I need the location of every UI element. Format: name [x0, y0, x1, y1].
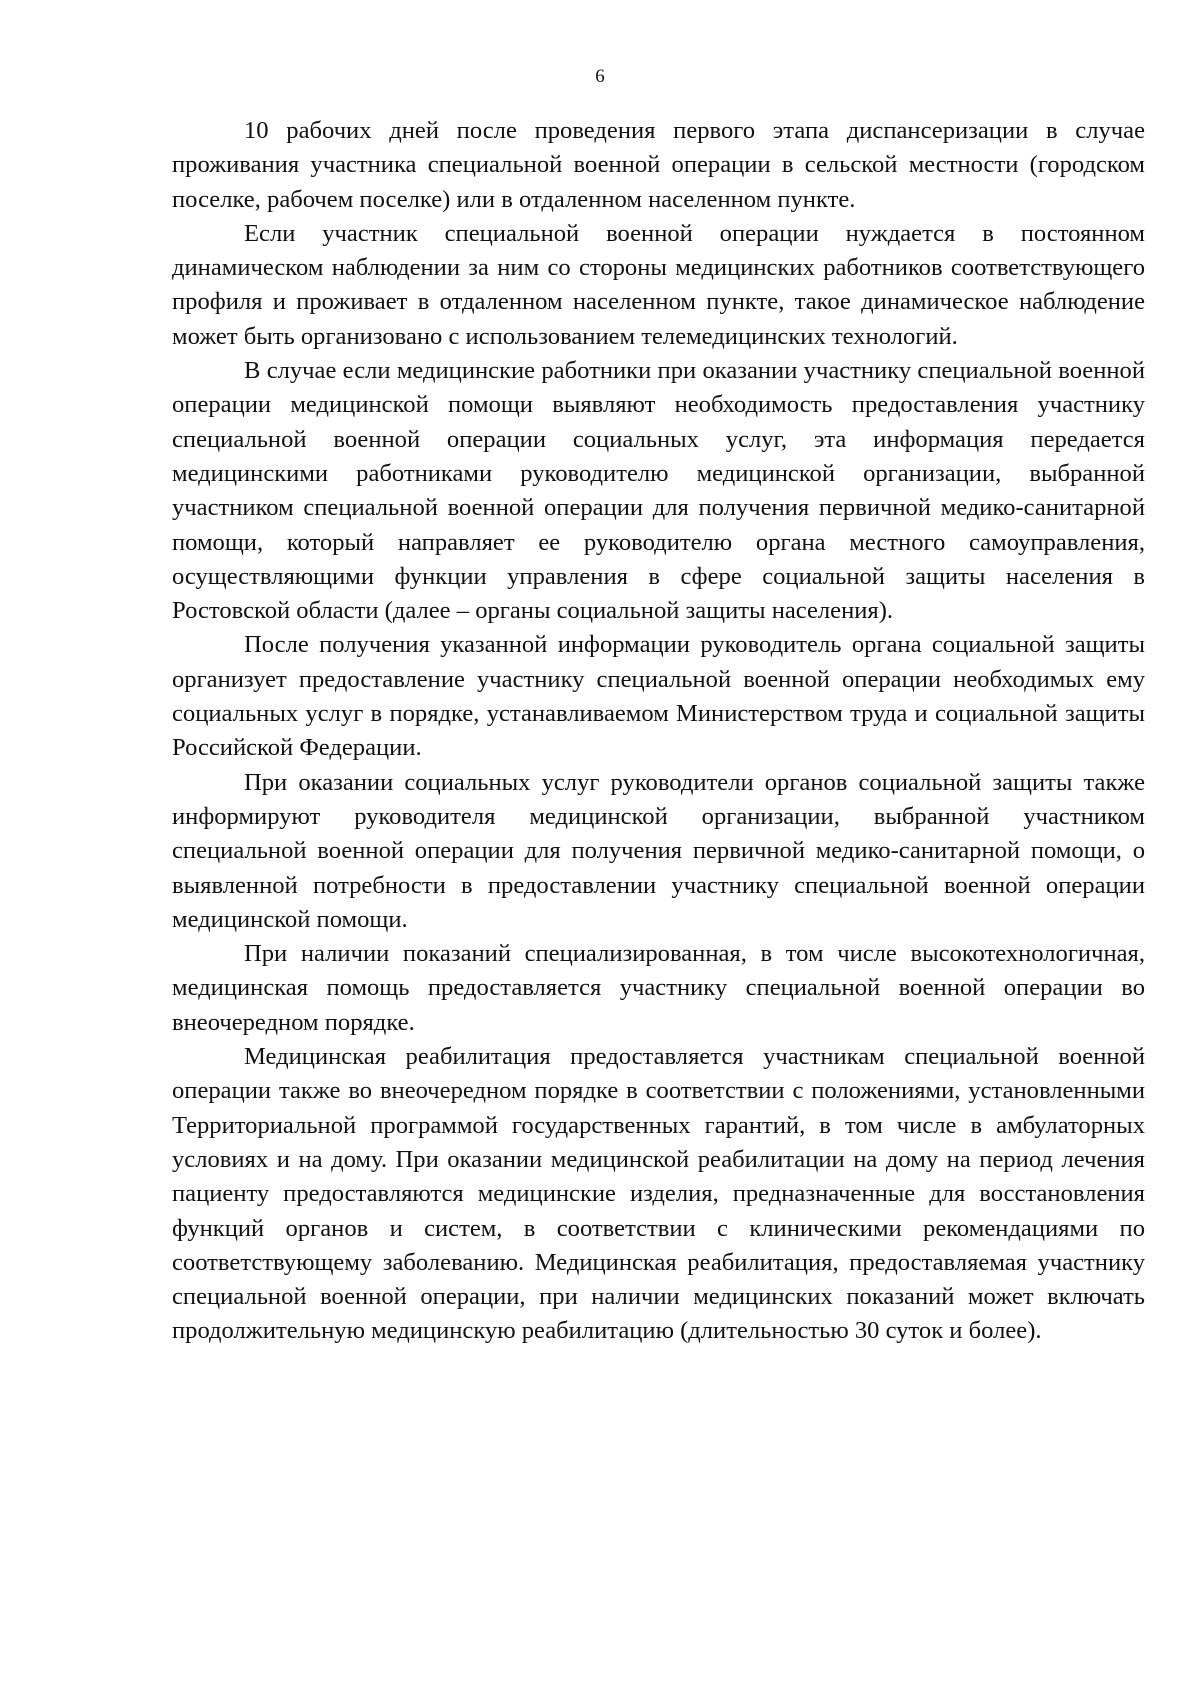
paragraph: При наличии показаний специализированная, в том числе высокотехнологичная, медицинская помощь предоставляется участнику специальной военной операции во внеочередном порядке.	[172, 940, 1145, 1036]
paragraph: Медицинская реабилитация предоставляется участникам специальной военной операции также во внеочередном порядке в соответствии с положениями, установленными Территориальной программой государственных гарантий, в том числе в амбулаторных условиях и на дому. При оказании медицинской реабилитации на дому на период лечения пациенту предоставляются медицинские изделия, предназначенные для восстановления функций органов и систем, в соответствии с клиническими рекомендациями по соответствующему заболеванию. Медицинская реабилитация, предоставляемая участнику специальной военной операции, при наличии медицинских показаний может включать продолжительную медицинскую реабилитацию (длительностью 30 суток и более).	[172, 1043, 1145, 1345]
paragraph: После получения указанной информации руководитель органа социальной защиты организует предоставление участнику специальной военной операции необходимых ему социальных услуг в порядке, устанавливаемом Министерством труда и социальной защиты Российской Федерации.	[172, 631, 1145, 762]
paragraph: 10 рабочих дней после проведения первого этапа диспансеризации в случае проживания участника специальной военной операции в сельской местности (городском поселке, рабочем поселке) или в отдаленном населенном пункте.	[172, 117, 1145, 213]
paragraph: Если участник специальной военной операции нуждается в постоянном динамическом наблюдении за ним со стороны медицинских работников соответствующего профиля и проживает в отдаленном населенном пункте, такое динамическое наблюдение может быть организовано с использованием телемедицинских технологий.	[172, 219, 1145, 350]
paragraph: При оказании социальных услуг руководители органов социальной защиты также информируют руководителя медицинской организации, выбранной участником специальной военной операции для получения первичной медико-санитарной помощи, о выявленной потребности в предоставлении участнику специальной военной операции медицинской помощи.	[172, 768, 1145, 933]
document-body	[172, 114, 1145, 1349]
page-number: 6	[595, 66, 605, 87]
paragraph: В случае если медицинские работники при оказании участнику специальной военной операции медицинской помощи выявляют необходимость предоставления участнику специальной военной операции социальных услуг, эта информация передается медицинскими работниками руководителю медицинской организации, выбранной участником специальной военной операции для получения первичной медико-санитарной помощи, который направляет ее руководителю органа местного самоуправления, осуществляющими функции управления в сфере социальной защиты населения в Ростовской области (далее – органы социальной защиты населения).	[172, 357, 1145, 625]
